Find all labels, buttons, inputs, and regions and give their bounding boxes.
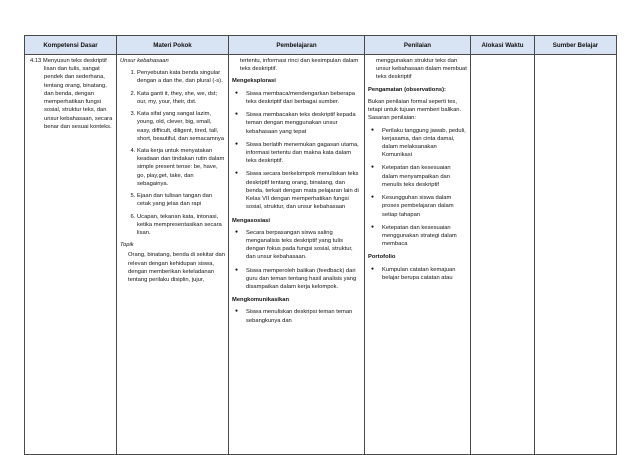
pengamatan-text: Bukan penilaian formal seperti tes, tetapi untuk tujuan memberi balikan. Sasaran penilaian: [368,98,462,122]
list-item: ● Siswa menuliskan deskripsi teman teman sebangkunya dan [246,308,361,324]
sumber-text [538,57,613,452]
list-item: 2. Kata ganti it, they, she, we, dst; our, my, your, their, dst. [137,90,225,106]
header-alokasi-waktu: Alokasi Waktu [471,36,535,55]
kd-text: Menyusun teks deskriptif lisan dan tulis, sangat pendek dan sederhana, tentang orang, binatang, dan benda, dengan memperhatikan fungsi sosial, struktur teks, dan unsur kebahasaan, secara benar dan sesuai konteks. [42,58,113,130]
list-item: ● Siswa berlatih menemukan gagasan utama, informasi tertentu dan makna kata dalam teks deskriptif. [246,141,361,166]
header-sumber-belajar: Sumber Belajar [535,36,617,55]
portofolio-list [368,266,467,282]
header-pembelajaran: Pembelajaran [229,36,365,55]
list-item: 1. Penyebutan kata benda singular dengan a dan the, dan plural (-s). [137,69,225,85]
list-item: ● Siswa membaca/mendengarkan beberapa teks deskriptif dari berbagai sumber. [246,90,361,106]
alokasi-text [474,57,531,452]
list-item: ● Siswa membacakan teks deskriptif kepada teman dengan menggunakan unsur kebahasaan yang tepat [246,111,361,136]
asosiasi-list [232,229,361,292]
list-item: 5. Ejaan dan tulisan tangan dan cetak yang jelas dan rapi [137,192,225,208]
kd-entry [28,57,113,131]
cell-alokasi-waktu [471,55,535,455]
list-item: 6. Ucapan, tekanan kata, intonasi, ketika mempresentasikan secara lisan. [137,213,225,238]
penilaian-intro: menggunakan struktur teks dan unsur kebahasaan dalam membuat teks deskriptif [376,58,467,81]
cell-penilaian [365,55,471,455]
list-item: ● Ketepatan dan kesesuaian menggunakan strategi dalam membaca [382,224,467,249]
list-item: ● Secara berpasangan siswa saling menganalisis teks deskriptif yang tulis dengan fokus pada fungsi sosial, struktur, dan unsur kebahasaan. [246,229,361,262]
cell-pembelajaran [229,55,365,455]
pengamatan-heading: Pengamatan (observations): [368,86,446,93]
header-penilaian: Penilaian [365,36,471,55]
header-materi-pokok: Materi Pokok [117,36,229,55]
list-item: ● Kesungguhan siswa dalam proses pembelajaran dalam setiap tahapan [382,194,467,219]
list-item: ● Kumpulan catatan kemajuan belajar berupa catatan atau [382,266,467,282]
list-item: 3. Kata sifat yang sangat lazim, young, old, clever, big, small, easy, difficult, diligent, tired, tall, short, beautiful, dan semacamnya [137,110,225,143]
pengamatan-list [368,127,467,249]
portofolio-heading: Portofolio [368,254,396,261]
list-item: ● Siswa memperoleh balikan (feedback) dari guru dan teman tentang hasil analisis yang disampaikan dalam kerja kelompok. [246,267,361,292]
asosiasi-heading: Mengasosiasi [232,217,271,224]
pembelajaran-intro: tertentu, informasi rinci dan kesimpulan dalam teks deskriptif. [240,58,359,73]
list-item: ● Ketepatan dan kesesuaian dalam menyampaikan dan menulis teks deskriptif [382,164,467,189]
komunikasi-list [232,308,361,324]
header-kompetensi-dasar: Kompetensi Dasar [25,36,117,55]
cell-materi-pokok [117,55,229,455]
syllabus-table [24,35,617,455]
table-row [25,55,617,455]
topik-text: Orang, binatang, benda di sekitar dan relevan dengan kehidupan siswa, dengan memberikan keteladanan tentang perilaku disiplin, jujur, [128,252,225,284]
cell-sumber-belajar [535,55,617,455]
komunikasi-heading: Mengkomunikasikan [232,297,290,304]
list-item: ● Perilaku tanggung jawab, peduli, kerjasama, dan cinta damai, dalam melaksanakan Komunikasi [382,127,467,160]
list-item: ● Siswa secara berkelompok menuliskan teks deskriptif tentang orang, binatang, dan benda, terkait dengan mata pelajaran lain di Kelas VII dengan memperhatikan fungsi sosial, struktur, dan unsur kebahasaan [246,170,361,211]
materi-list [120,69,225,237]
header-row [25,36,617,55]
kd-number: 4.13 [30,58,42,64]
eksplorasi-list [232,90,361,212]
topik-label: Topik [120,242,134,249]
materi-heading: Unsur kebahasaan [120,58,169,64]
list-item: 4. Kata kerja untuk menyatakan keadaan dan tindakan rutin dalam simple present tense: be, have, go, play,get, take, dan sebagainya. [137,147,225,188]
eksplorasi-heading: Mengeksplorasi [232,78,276,85]
cell-kompetensi-dasar [25,55,117,455]
